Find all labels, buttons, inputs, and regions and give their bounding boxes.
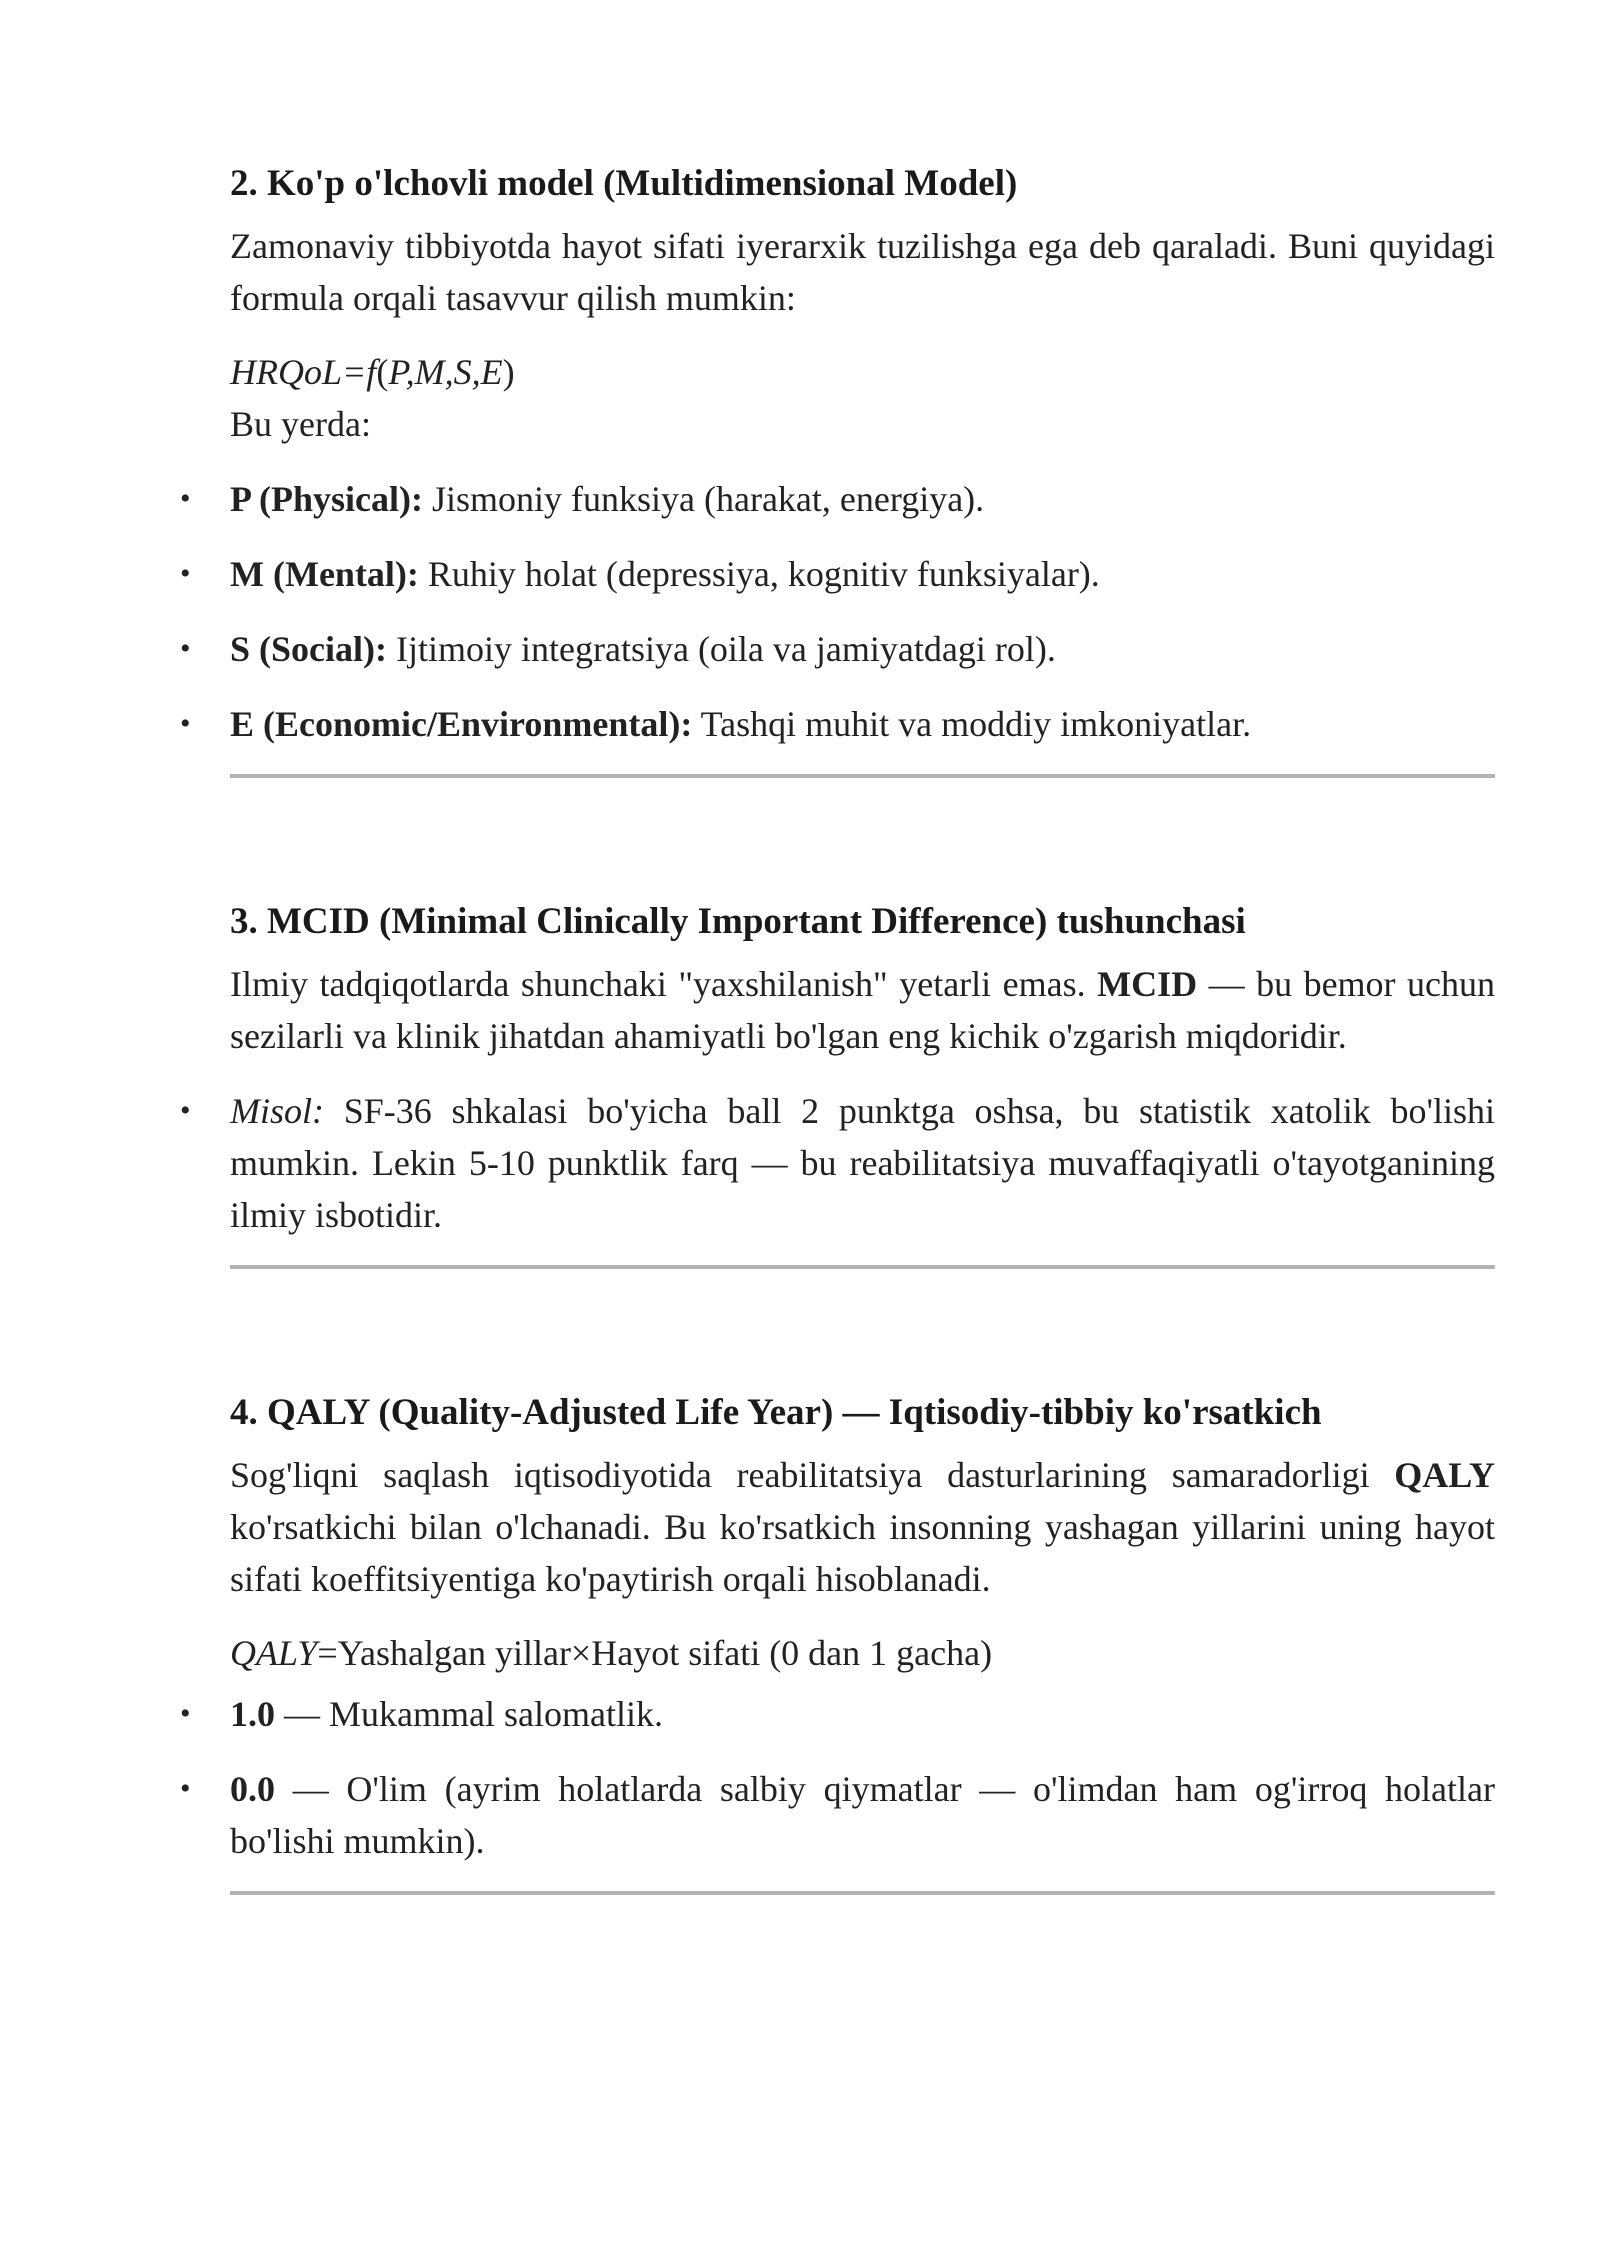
item-desc: — Mukammal salomatlik. xyxy=(275,1694,663,1734)
qaly-term: QALY xyxy=(1394,1455,1495,1495)
list-item xyxy=(180,623,1495,675)
dimensions-list xyxy=(180,473,1495,750)
bullet-icon: • xyxy=(180,632,191,665)
bullet-icon: • xyxy=(180,557,191,590)
list-item xyxy=(180,548,1495,600)
document-page xyxy=(180,158,1496,1895)
mcid-term: MCID xyxy=(1097,964,1198,1004)
section-4-heading: 4. QALY (Quality-Adjusted Life Year) — Iqtisodiy-tibbiy ko'rsatkich xyxy=(230,1392,1322,1433)
section-mcid xyxy=(180,896,1496,1269)
item-term: 0.0 xyxy=(230,1769,275,1809)
formula-open-paren: ( xyxy=(376,352,389,392)
item-term: M (Mental): xyxy=(230,554,419,594)
item-desc: Tashqi muhit va moddiy imkoniyatlar. xyxy=(692,704,1252,744)
list-item xyxy=(180,1085,1495,1241)
section-divider xyxy=(230,774,1495,778)
formula-rhs: =Yashalgan yillar×Hayot sifati (0 dan 1 gacha) xyxy=(317,1633,993,1673)
intro-text: Ilmiy tadqiqotlarda shunchaki "yaxshilanish" yetarli emas. xyxy=(230,964,1098,1004)
section-divider xyxy=(230,1891,1495,1895)
item-desc: Ruhiy holat (depressiya, kognitiv funksiyalar). xyxy=(418,554,1100,594)
item-term: 1.0 xyxy=(230,1694,275,1734)
list-item xyxy=(180,1688,1495,1740)
item-term: E (Economic/Environmental): xyxy=(230,704,693,744)
formula-lhs: QALY xyxy=(230,1633,318,1673)
where-label: Bu yerda: xyxy=(230,404,371,444)
formula-lhs: HRQoL=f xyxy=(230,352,377,392)
item-desc: Ijtimoiy integratsiya (oila va jamiyatdagi rol). xyxy=(387,629,1056,669)
section-2-intro: Zamonaviy tibbiyotda hayot sifati iyerarxik tuzilishga ega deb qaraladi. Buni quyidagi formula orqali tasavvur qilish mumkin: xyxy=(230,226,1495,318)
bullet-icon: • xyxy=(180,1772,191,1805)
section-qaly xyxy=(180,1387,1495,1895)
qaly-formula xyxy=(230,1627,1495,1679)
intro-text: Sog'liqni saqlash iqtisodiyotida reabilitatsiya dasturlarining samaradorligi xyxy=(230,1455,1395,1495)
section-3-heading: 3. MCID (Minimal Clinically Important Difference) tushunchasi xyxy=(230,901,1246,942)
bullet-icon: • xyxy=(180,707,191,740)
bullet-icon: • xyxy=(180,1697,191,1730)
section-2-heading: 2. Ko'p o'lchovli model (Multidimensional Model) xyxy=(230,163,1018,204)
bullet-icon: • xyxy=(180,1094,191,1127)
hrqol-formula xyxy=(230,346,1495,398)
qaly-values-list xyxy=(180,1688,1495,1867)
section-divider xyxy=(230,1265,1495,1269)
item-desc: Jismoniy funksiya (harakat, energiya). xyxy=(422,479,985,519)
section-multidimensional-model xyxy=(180,158,1495,778)
formula-close-paren: ) xyxy=(502,352,515,392)
list-item xyxy=(180,1763,1495,1867)
bullet-icon: • xyxy=(180,482,191,515)
mcid-example-list xyxy=(180,1085,1495,1241)
example-label: Misol: xyxy=(230,1091,324,1131)
item-term: P (Physical): xyxy=(230,479,423,519)
list-item xyxy=(180,698,1495,750)
intro-text-cont: — bu bemor uchun sezilarli va klinik jihatdan ahamiyatli bo'lgan eng kichik o'zgarish miqdoridir. xyxy=(230,964,1496,1056)
intro-text-cont: ko'rsatkichi bilan o'lchanadi. Bu ko'rsatkich insonning yashagan yillarini uning hayot sifati koeffitsiyentiga ko'paytirish orqali hisoblanadi. xyxy=(230,1507,1495,1599)
example-text: SF-36 shkalasi bo'yicha ball 2 punktga oshsa, bu statistik xatolik bo'lishi mumkin. Lekin 5-10 punktlik farq — bu reabilitatsiya muvaffaqiyatli o'tayotganining ilmiy isbotidir. xyxy=(230,1091,1495,1235)
section-3-intro xyxy=(230,958,1495,1062)
item-term: S (Social): xyxy=(230,629,387,669)
formula-vars: P,M,S,E xyxy=(388,352,503,392)
section-4-intro xyxy=(230,1449,1495,1605)
list-item xyxy=(180,473,1495,525)
item-desc: — O'lim (ayrim holatlarda salbiy qiymatlar — o'limdan ham og'irroq holatlar bo'lishi mumkin). xyxy=(230,1769,1495,1861)
